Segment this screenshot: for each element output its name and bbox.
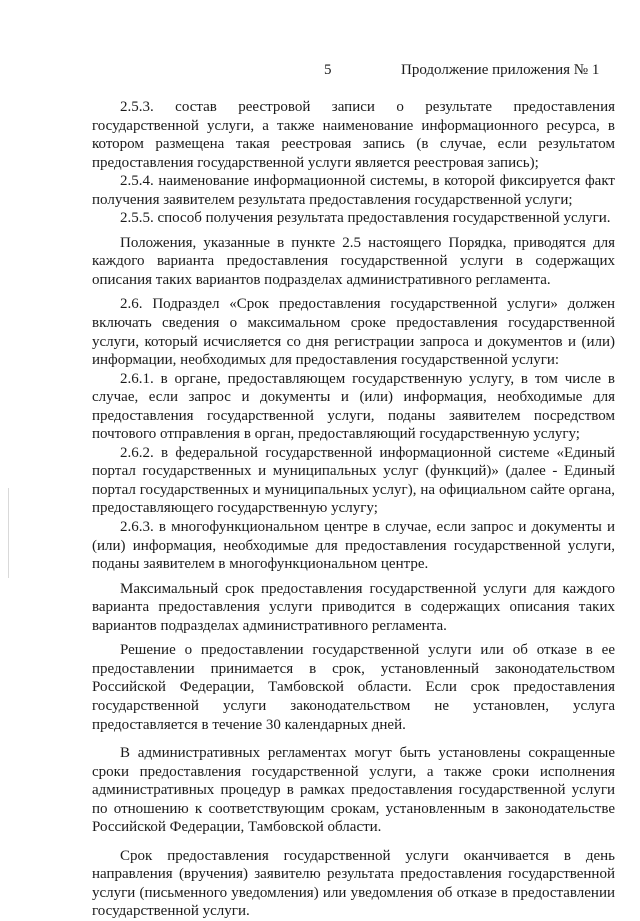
paragraph-2-6-1: 2.6.1. в органе, предоставляющем государственную услугу, в том числе в случае, если запрос и документы и (или) информация, необходимые для предоставления государственной услуги, поданы заявителем посредством почтового отправления в орган, предоставляющий государственную услугу; — [92, 370, 615, 443]
paragraph-2-5-5: 2.5.5. способ получения результата предоставления государственной услуги. — [120, 210, 611, 227]
document-body — [92, 98, 615, 921]
paragraph-2-6: 2.6. Подраздел «Срок предоставления государственной услуги» должен включать сведения о максимальном сроке предоставления государственной услуги, который исчисляется со дня регистрации запроса и документов и (или) информации, необходимых для предоставления государственной услуги: — [92, 296, 615, 369]
paragraph-2-6-3: 2.6.3. в многофункциональном центре в случае, если запрос и документы и (или) информация, необходимые для предоставления государственной услуги, поданы заявителем в многофункциональном центре. — [92, 519, 615, 573]
appendix-continuation-note: Продолжение приложения № 1 — [401, 62, 600, 78]
paragraph-term-end: Срок предоставления государственной услуги оканчивается в день направления (вручения) заявителю результата предоставления государственной услуги (письменного уведомления) или уведомления об отказе в предоставлении государственной услуги. — [92, 847, 615, 920]
paragraph-decision-term: Решение о предоставлении государственной услуги или об отказе в ее предоставлении принимается в срок, установленный законодательством Российской Федерации, Тамбовской области. Если срок предоставления государственной услуги законодательством не установлен, услуга предоставляется в течение 30 календарных дней. — [92, 642, 615, 733]
paragraph-2-5-3: 2.5.3. состав реестровой записи о результате предоставления государственной услуги, а также наименование информационного ресурса, в котором размещена такая реестровая запись (в случае, если результатом предоставления государственной услуги является реестровая запись); — [92, 99, 615, 171]
paragraph-provisions-2-5: Положения, указанные в пункте 2.5 настоящего Порядка, приводятся для каждого варианта предоставления государственной услуги в содержащих описания таких вариантов подразделах административного регламента. — [92, 234, 615, 288]
scan-margin-mark — [8, 488, 9, 578]
page-header — [0, 62, 640, 82]
paragraph-reduced-terms: В административных регламентах могут быть установлены сокращенные сроки предоставления государственной услуги, а также сроки исполнения административных процедур в рамках предоставления государственной услуги по отношению к соответствующим срокам, установленным в законодательстве Российской Федерации, Тамбовской области. — [92, 745, 615, 836]
paragraph-max-term: Максимальный срок предоставления государственной услуги для каждого варианта предоставления услуги приводится в содержащих описания таких вариантов подразделах административного регламента. — [92, 580, 615, 634]
paragraph-2-6-2: 2.6.2. в федеральной государственной информационной системе «Единый портал государственных и муниципальных услуг (функций)» (далее - Единый портал государственных и муниципальных услуг), на официальном сайте органа, предоставляющего государственную услугу; — [92, 444, 615, 517]
paragraph-2-5-4: 2.5.4. наименование информационной системы, в которой фиксируется факт получения заявителем результата предоставления государственной услуги; — [92, 173, 615, 208]
page-number: 5 — [324, 62, 332, 78]
